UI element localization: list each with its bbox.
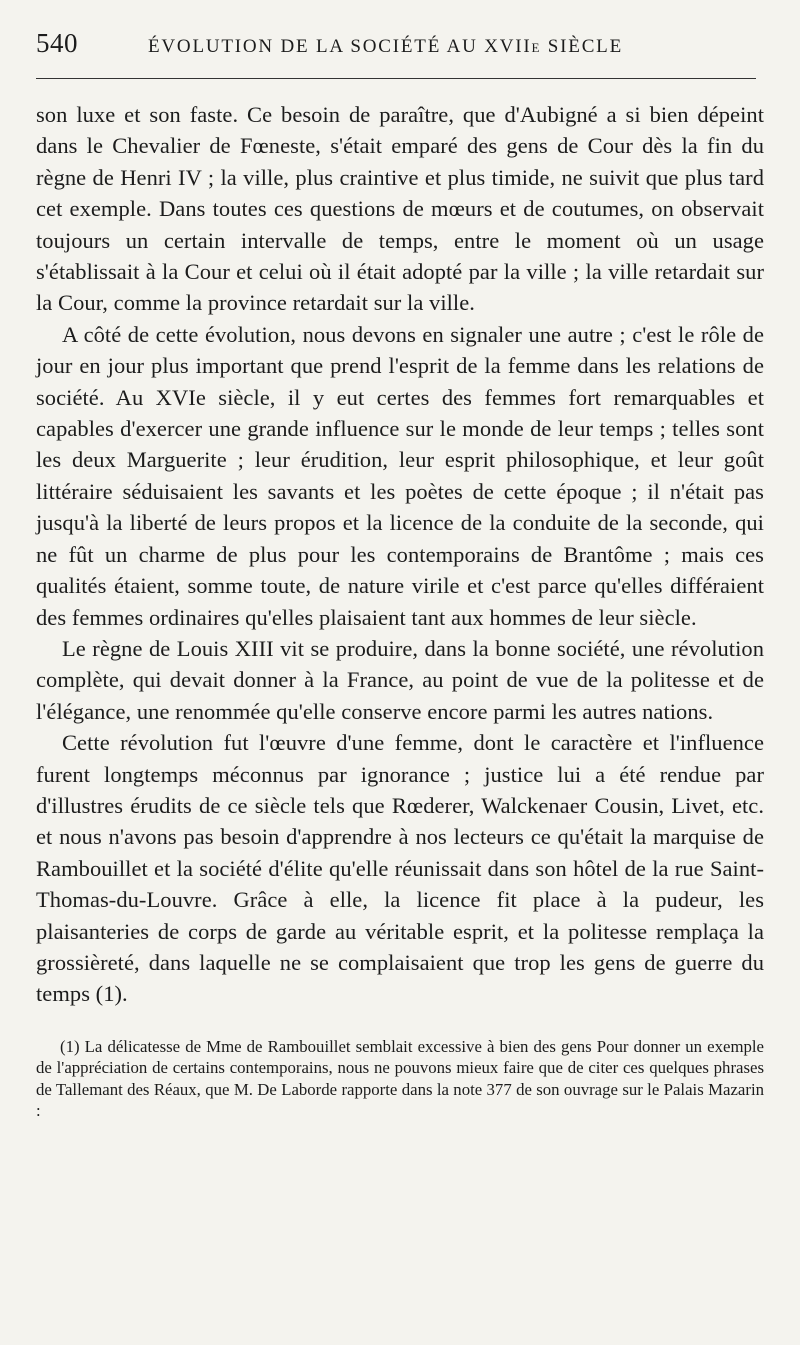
body-text	[36, 99, 764, 1010]
header-rule	[36, 78, 756, 79]
paragraph-1: son luxe et son faste. Ce besoin de paraître, que d'Aubigné a si bien dépeint dans le Chevalier de Fœneste, s'était emparé des gens de Cour dès la fin du règne de Henri IV ; la ville, plus craintive et plus timide, ne suivit que plus tard cet exemple. Dans toutes ces questions de mœurs et de coutumes, on observait toujours un certain intervalle de temps, entre le moment où un usage s'établissait à la Cour et celui où il était adopté par la ville ; la ville retardait sur la Cour, comme la province retardait sur la ville.	[36, 102, 764, 316]
paragraph-3: Le règne de Louis XIII vit se produire, dans la bonne société, une révolution complète, qui devait donner à la France, au point de vue de la politesse et de l'élégance, une renommée qu'elle conserve encore parmi les autres nations.	[36, 635, 764, 724]
paragraph-4: Cette révolution fut l'œuvre d'une femme, dont le caractère et l'influence furent longtemps méconnus par ignorance ; justice lui a été rendue par d'illustres érudits de ce siècle tels que Rœderer, Walckenaer Cousin, Livet, etc. et nous n'avons pas besoin d'apprendre à nos lecteurs ce qu'était la marquise de Rambouillet et la société d'élite qu'elle réunissait dans son hôtel de la rue Saint-Thomas-du-Louvre. Grâce à elle, la licence fit place à la pudeur, les plaisanteries de corps de garde au véritable esprit, et la politesse remplaça la grossièreté, dans laquelle ne se complaisaient que trop les gens de guerre du temps (1).	[36, 730, 764, 1007]
running-title: ÉVOLUTION DE LA SOCIÉTÉ AU XVIIe SIÈCLE	[148, 36, 623, 57]
footnote: (1) La délicatesse de Mme de Rambouillet semblait excessive à bien des gens Pour donner un exemple de l'appréciation de certains contemporains, nous ne pouvons mieux faire que de citer ces quelques phrases de Tallemant des Réaux, que M. De Laborde rapporte dans la note 377 de son ouvrage sur le Palais Mazarin :	[36, 1036, 764, 1121]
page-header	[36, 28, 764, 72]
paragraph-2: A côté de cette évolution, nous devons en signaler une autre ; c'est le rôle de jour en jour plus important que prend l'esprit de la femme dans les relations de société. Au XVIe siècle, il y eut certes des femmes fort remarquables et capables d'exercer une grande influence sur le monde de leur temps ; telles sont les deux Marguerite ; leur érudition, leur esprit philosophique, et leur goût littéraire séduisaient les savants et les poètes de cette époque ; il n'était pas jusqu'à la liberté de leurs propos et la licence de la conduite de la seconde, qui ne fût un charme de plus pour les contemporains de Brantôme ; mais ces qualités étaient, somme toute, de nature virile et c'est parce qu'elles différaient des femmes ordinaires qu'elles plaisaient tant aux hommes de leur siècle.	[36, 321, 764, 630]
page-number: 540	[36, 28, 78, 58]
